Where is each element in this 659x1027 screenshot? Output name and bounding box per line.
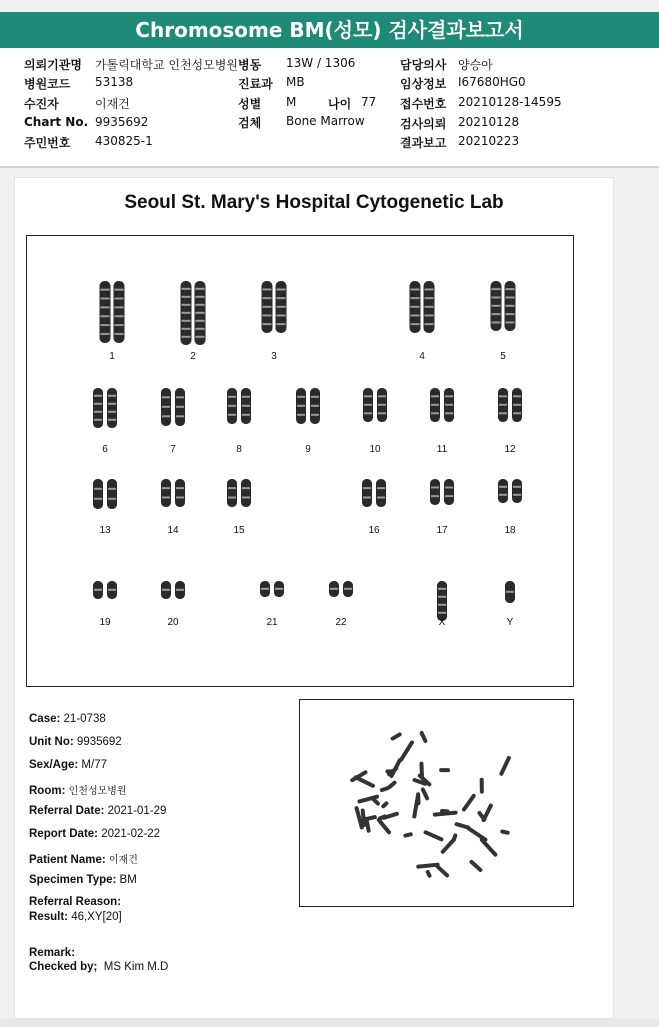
- karyotype-label: 14: [167, 525, 179, 536]
- karyotype-label: 1: [109, 351, 115, 362]
- detail-value: 인천성모병원: [68, 786, 127, 797]
- field-value: 양승아: [458, 58, 493, 72]
- metaphase-chromosome: [381, 811, 399, 820]
- metaphase-panel: [299, 699, 574, 907]
- detail-referral-reason: [29, 896, 121, 908]
- metaphase-chromosome: [420, 787, 430, 801]
- metaphase-image: [300, 700, 573, 906]
- field-label: 의뢰기관명: [24, 58, 82, 72]
- detail-label: Checked by;: [29, 961, 98, 973]
- karyogram-panel: [26, 235, 574, 687]
- karyotype-label: 3: [271, 351, 277, 362]
- chromosome: [175, 388, 185, 426]
- detail-remark: [29, 947, 75, 959]
- field-label: 검사의뢰: [400, 117, 447, 131]
- chromosome: [310, 388, 320, 424]
- karyotype-label: 22: [335, 617, 347, 628]
- field-label: 수진자: [24, 97, 59, 111]
- chromosome: [498, 388, 508, 422]
- detail-label: Result:: [29, 911, 68, 923]
- metaphase-chromosome: [398, 740, 414, 763]
- field-value: 20210128-14595: [458, 95, 562, 109]
- field-label: 병원코드: [24, 77, 71, 91]
- karyotype-label: 8: [236, 444, 242, 455]
- detail-value: 2021-01-29: [107, 805, 167, 817]
- chromosome: [175, 581, 185, 599]
- report-title-bar: [0, 12, 659, 48]
- chromosome: [114, 281, 125, 343]
- karyotype-label: 7: [170, 444, 176, 455]
- field-label: 성별: [238, 97, 262, 111]
- karyotype-label: 4: [419, 351, 425, 362]
- detail-label: Room:: [29, 785, 66, 797]
- karyotype-label: X: [438, 617, 446, 628]
- field-value: I67680HG0: [458, 75, 526, 89]
- chromosome: [93, 479, 103, 509]
- metaphase-chromosome: [419, 762, 424, 780]
- detail-label: Referral Date:: [29, 805, 105, 817]
- chromosome: [512, 388, 522, 422]
- chromosome: [505, 581, 515, 603]
- field-label: 나이: [328, 97, 352, 111]
- field-value: 9935692: [95, 115, 149, 129]
- field-label: Chart No.: [24, 115, 89, 129]
- chromosome: [410, 281, 421, 333]
- karyotype-label: 18: [504, 525, 516, 536]
- karyotype-label: 6: [102, 444, 108, 455]
- karyotype-label: 20: [167, 617, 179, 628]
- metaphase-chromosome: [440, 809, 450, 814]
- karyotype-label: 17: [436, 525, 448, 536]
- chromosome: [498, 479, 508, 503]
- detail-checked-by: [29, 961, 168, 973]
- chromosome: [512, 479, 522, 503]
- metaphase-chromosome: [500, 829, 510, 835]
- chromosome: [175, 479, 185, 507]
- karyotype-label: Y: [506, 617, 514, 628]
- chromosome: [262, 281, 273, 333]
- bottom-strip: [0, 1019, 659, 1027]
- field-value: 430825-1: [95, 134, 153, 148]
- karyogram-image: [27, 236, 573, 686]
- chromosome: [430, 388, 440, 422]
- karyotype-label: 15: [233, 525, 245, 536]
- field-label: 결과보고: [400, 136, 447, 150]
- detail-value: 21-0738: [63, 713, 106, 725]
- chromosome: [227, 479, 237, 507]
- chromosome: [93, 388, 103, 428]
- chromosome: [107, 479, 117, 509]
- metaphase-chromosome: [403, 832, 413, 838]
- chromosome: [161, 388, 171, 426]
- metaphase-chromosome: [425, 869, 432, 878]
- field-value: MB: [286, 75, 305, 89]
- detail-result: [29, 911, 122, 923]
- detail-case: [29, 713, 106, 725]
- field-value: 이재건: [95, 97, 130, 111]
- metaphase-chromosome: [423, 830, 444, 842]
- report-page: [14, 177, 614, 1019]
- metaphase-chromosome: [412, 793, 420, 819]
- chromosome: [195, 281, 206, 345]
- chromosome: [274, 581, 284, 597]
- field-label: 검체: [238, 116, 262, 130]
- chromosome: [437, 581, 447, 621]
- detail-label: Case:: [29, 713, 61, 725]
- field-label: 진료과: [238, 77, 273, 91]
- karyotype-label: 16: [368, 525, 380, 536]
- detail-sex-age: [29, 759, 107, 771]
- detail-value: 이재건: [108, 855, 138, 866]
- field-value: 20210223: [458, 134, 520, 148]
- karyotype-label: 21: [266, 617, 278, 628]
- chromosome: [376, 479, 386, 507]
- metaphase-chromosome: [479, 837, 498, 858]
- metaphase-chromosome: [380, 801, 389, 810]
- lab-title: Seoul St. Mary's Hospital Cytogenetic Lab: [124, 192, 504, 213]
- metaphase-chromosome: [385, 769, 395, 773]
- karyotype-label: 19: [99, 617, 111, 628]
- field-value: Bone Marrow: [286, 114, 365, 128]
- detail-label: Sex/Age:: [29, 759, 79, 771]
- detail-value: 9935692: [76, 736, 122, 748]
- metaphase-chromosome: [439, 768, 450, 772]
- chromosome: [491, 281, 502, 331]
- karyotype-label: 5: [500, 351, 506, 362]
- chromosome: [100, 281, 111, 343]
- chromosome: [276, 281, 287, 333]
- karyotype-label: 13: [99, 525, 111, 536]
- detail-value: 46,XY[20]: [71, 911, 122, 923]
- metaphase-chromosome: [499, 755, 512, 776]
- detail-label: Remark:: [29, 947, 76, 959]
- field-value: 53138: [95, 75, 134, 89]
- detail-label: Specimen Type:: [29, 874, 117, 886]
- metaphase-chromosome: [461, 793, 476, 812]
- detail-unit-no: [29, 736, 122, 748]
- chromosome: [107, 388, 117, 428]
- karyotype-label: 10: [369, 444, 381, 455]
- field-value: 가톨릭대학교 인천성모병원: [95, 58, 238, 72]
- chromosome: [161, 581, 171, 599]
- detail-label: Report Date:: [29, 828, 99, 840]
- karyotype-label: 12: [504, 444, 516, 455]
- karyotype-label: 11: [436, 444, 448, 455]
- detail-label: Referral Reason:: [29, 896, 122, 908]
- chromosome: [363, 388, 373, 422]
- chromosome: [107, 581, 117, 599]
- field-label: 주민번호: [24, 136, 71, 150]
- chromosome: [241, 479, 251, 507]
- field-value: 77: [361, 95, 377, 109]
- chromosome: [377, 388, 387, 422]
- detail-label: Patient Name:: [29, 854, 106, 866]
- field-label: 담당의사: [400, 58, 447, 72]
- detail-value: BM: [119, 874, 137, 886]
- metaphase-chromosome: [419, 730, 428, 743]
- chromosome: [241, 388, 251, 424]
- field-value: 20210128: [458, 115, 520, 129]
- chromosome: [181, 281, 192, 345]
- metaphase-chromosome: [451, 833, 457, 842]
- chromosome: [362, 479, 372, 507]
- header-info-panel: [0, 48, 659, 168]
- chromosome: [260, 581, 270, 597]
- karyotype-label: 2: [190, 351, 196, 362]
- detail-value: MS Kim M.D: [103, 961, 169, 973]
- detail-specimen-type: [29, 874, 137, 886]
- metaphase-chromosome: [454, 822, 471, 830]
- field-label: 접수번호: [400, 97, 447, 111]
- chromosome: [444, 388, 454, 422]
- chromosome: [296, 388, 306, 424]
- metaphase-chromosome: [379, 786, 390, 793]
- karyotype-label: 9: [305, 444, 311, 455]
- field-value: M: [286, 95, 297, 109]
- field-label: 병동: [238, 58, 262, 72]
- chromosome: [329, 581, 339, 597]
- chromosome: [93, 581, 103, 599]
- chromosome: [343, 581, 353, 597]
- detail-value: M/77: [81, 759, 107, 771]
- chromosome: [161, 479, 171, 507]
- metaphase-chromosome: [480, 778, 484, 794]
- detail-room: [29, 782, 127, 797]
- chromosome: [424, 281, 435, 333]
- chromosome: [227, 388, 237, 424]
- chromosome: [444, 479, 454, 505]
- detail-referral-date: [29, 805, 166, 817]
- chromosome: [505, 281, 516, 331]
- detail-report-date: [29, 828, 160, 840]
- metaphase-chromosome: [390, 732, 402, 742]
- metaphase-chromosome: [469, 859, 484, 873]
- field-value: 13W / 1306: [286, 56, 356, 70]
- report-title: Chromosome BM(성모) 검사결과보고서: [135, 18, 524, 42]
- detail-patient-name: [29, 851, 138, 866]
- field-label: 임상정보: [400, 77, 447, 91]
- chromosome: [430, 479, 440, 505]
- detail-value: 2021-02-22: [101, 828, 161, 840]
- detail-label: Unit No:: [29, 736, 74, 748]
